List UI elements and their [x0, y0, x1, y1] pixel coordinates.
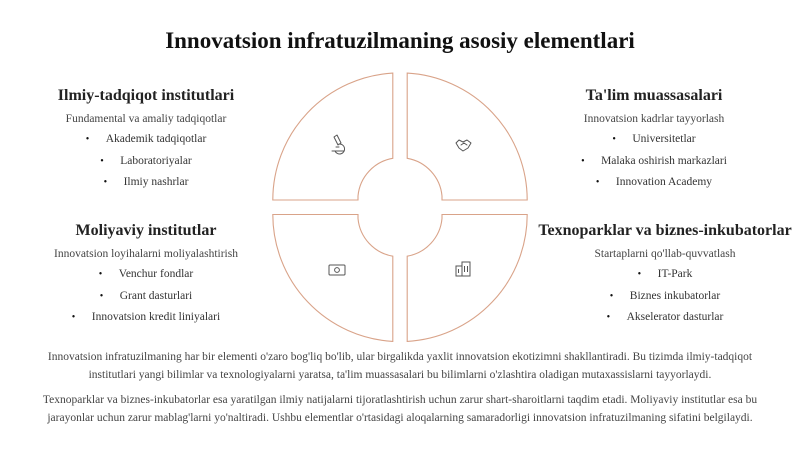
- ring-segment-top-right: [407, 73, 527, 200]
- technoparks-block: [530, 222, 800, 329]
- list-item: • Akademik tadqiqotlar: [30, 129, 262, 151]
- bullet-icon: •: [71, 312, 76, 323]
- description-paragraph-2: Texnoparklar va biznes-inkubatorlar esa yaratilgan ilmiy natijalarni tijoratlashtirish uchun zarur shart-sharoitlarni taqdim etadi. Moliyaviy institutlar esa bu jarayonlar uchun zarur mablag'larni yo'naltiradi. Ushbu elementlar o'rtasidagi aloqalarning samaradorligi innovatsion infratuzilmaning sifatini belgilaydi.: [42, 394, 758, 424]
- bullet-list: [530, 264, 800, 329]
- list-item: • Malaka oshirish markazlari: [538, 151, 770, 173]
- bullet-icon: •: [606, 312, 611, 323]
- bullet-icon: •: [103, 177, 108, 188]
- list-item: • Grant dasturlari: [30, 286, 262, 308]
- description-paragraph-1: Innovatsion infratuzilmaning har bir elementi o'zaro bog'liq bo'lib, ular birgalikda yaxlit innovatsion ekotizimni shakllantiradi. Bu tizimda ilmiy-tadqiqot institutlari yangi bilimlar va texnologiyalarni yaratsa, ta'lim muassasalari bu bilimlarni o'zlashtira oladigan mutaxassislarni tayyorlaydi.: [47, 351, 753, 381]
- education-institutions-block: [538, 87, 770, 194]
- list-item: • IT-Park: [530, 264, 800, 286]
- financial-institutions-block: [30, 222, 262, 329]
- bullet-icon: •: [609, 290, 614, 302]
- block-subtitle: Startaplarni qo'llab-quvvatlash: [594, 248, 736, 260]
- block-heading: Ta'lim muassasalari: [585, 87, 723, 104]
- list-item: • Universitetlar: [538, 129, 770, 151]
- research-institutes-block: [30, 87, 262, 194]
- bullet-list: [30, 264, 262, 329]
- block-subtitle: Innovatsion loyihalarni moliyalashtirish: [54, 248, 238, 260]
- bullet-icon: •: [581, 155, 585, 167]
- block-subtitle: Innovatsion kadrlar tayyorlash: [583, 113, 725, 125]
- bullet-icon: •: [637, 269, 642, 280]
- page-title: Innovatsion infratuzilmaning asosiy elementlari: [165, 28, 635, 53]
- bullet-icon: •: [98, 269, 103, 280]
- list-item: • Biznes inkubatorlar: [530, 286, 800, 308]
- block-heading: Texnoparklar va biznes-inkubatorlar: [538, 222, 792, 239]
- list-item: • Venchur fondlar: [30, 264, 262, 286]
- bullet-icon: •: [100, 155, 104, 167]
- block-heading: Ilmiy-tadqiqot institutlari: [57, 87, 235, 104]
- list-item: • Ilmiy nashrlar: [30, 172, 262, 194]
- ring-segment-bottom-left: [273, 215, 393, 342]
- ring-segment-top-left: [273, 73, 393, 200]
- ring-segment-bottom-right: [407, 215, 527, 342]
- bullet-list: [538, 129, 770, 194]
- list-item: • Akselerator dasturlar: [530, 307, 800, 329]
- bullet-icon: •: [99, 290, 104, 302]
- bullet-icon: •: [612, 134, 616, 145]
- list-item: • Innovatsion kredit liniyalari: [30, 307, 262, 329]
- bullet-icon: •: [85, 134, 90, 145]
- block-subtitle: Fundamental va amaliy tadqiqotlar: [65, 113, 227, 125]
- list-item: • Innovation Academy: [538, 172, 770, 194]
- list-item: • Laboratoriyalar: [30, 151, 262, 173]
- bullet-list: [30, 129, 262, 194]
- bullet-icon: •: [595, 177, 600, 188]
- block-heading: Moliyaviy institutlar: [75, 222, 217, 239]
